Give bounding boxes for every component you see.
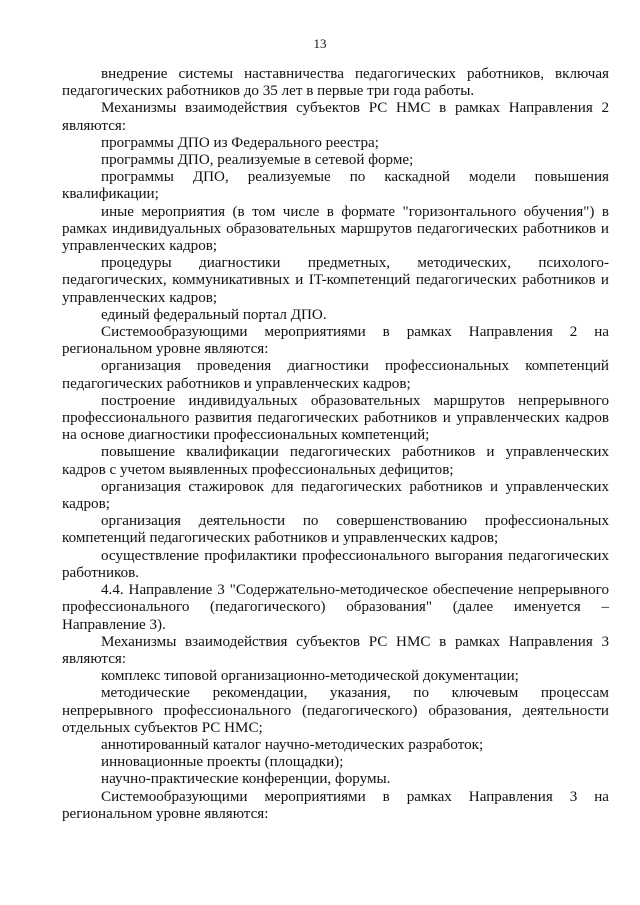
list-item: организация стажировок для педагогических работников и управленческих кадров; (62, 478, 609, 513)
section-heading-paragraph: 4.4. Направление 3 "Содержательно-методическое обеспечение непрерывного профессионального (педагогического) образования" (далее именуется – Направление 3). (62, 582, 609, 633)
list-item: организация проведения диагностики профессиональных компетенций педагогических работников и управленческих кадров; (62, 358, 609, 392)
list-item: научно-практические конференции, форумы. (101, 771, 391, 788)
paragraph: Системообразующими мероприятиями в рамках Направления 3 на региональном уровне являются: (62, 788, 609, 822)
paragraph: внедрение системы наставничества педагогических работников, включая педагогических работников до 35 лет в первые три года работы. (62, 66, 609, 100)
document-body (62, 66, 609, 823)
list-item: процедуры диагностики предметных, методических, психолого-педагогических, коммуникативных и IT-компетенций педагогических работников и управленческих кадров; (62, 255, 609, 306)
list-item: единый федеральный портал ДПО. (101, 306, 327, 323)
list-item: программы ДПО, реализуемые в сетевой форме; (101, 152, 414, 169)
list-item: аннотированный каталог научно-методических разработок; (101, 736, 484, 753)
list-item: повышение квалификации педагогических работников и управленческих кадров с учетом выявленных профессиональных дефицитов; (62, 444, 609, 478)
paragraph: Механизмы взаимодействия субъектов РС НМС в рамках Направления 2 являются: (62, 100, 609, 134)
list-item: построение индивидуальных образовательных маршрутов непрерывного профессионального развития педагогических работников и управленческих кадров на основе диагностики профессиональных компетенций; (62, 392, 609, 444)
paragraph: Механизмы взаимодействия субъектов РС НМС в рамках Направления 3 являются: (62, 633, 609, 667)
list-item: программы ДПО из Федерального реестра; (101, 134, 379, 151)
list-item: методические рекомендации, указания, по ключевым процессам непрерывного профессионального (педагогического) образования, деятельности отдельных субъектов РС НМС; (62, 685, 609, 736)
list-item: организация деятельности по совершенствованию профессиональных компетенций педагогических работников и управленческих кадров; (62, 513, 609, 547)
list-item: комплекс типовой организационно-методической документации; (101, 668, 519, 685)
list-item: инновационные проекты (площадки); (101, 754, 344, 771)
paragraph: Системообразующими мероприятиями в рамках Направления 2 на региональном уровне являются: (62, 324, 609, 358)
list-item: иные мероприятия (в том числе в формате "горизонтального обучения") в рамках индивидуальных образовательных маршрутов педагогических работников и управленческих кадров; (62, 203, 609, 255)
list-item: осуществление профилактики профессионального выгорания педагогических работников. (62, 547, 609, 581)
page-number: 13 (313, 36, 327, 51)
list-item: программы ДПО, реализуемые по каскадной модели повышения квалификации; (62, 169, 609, 203)
